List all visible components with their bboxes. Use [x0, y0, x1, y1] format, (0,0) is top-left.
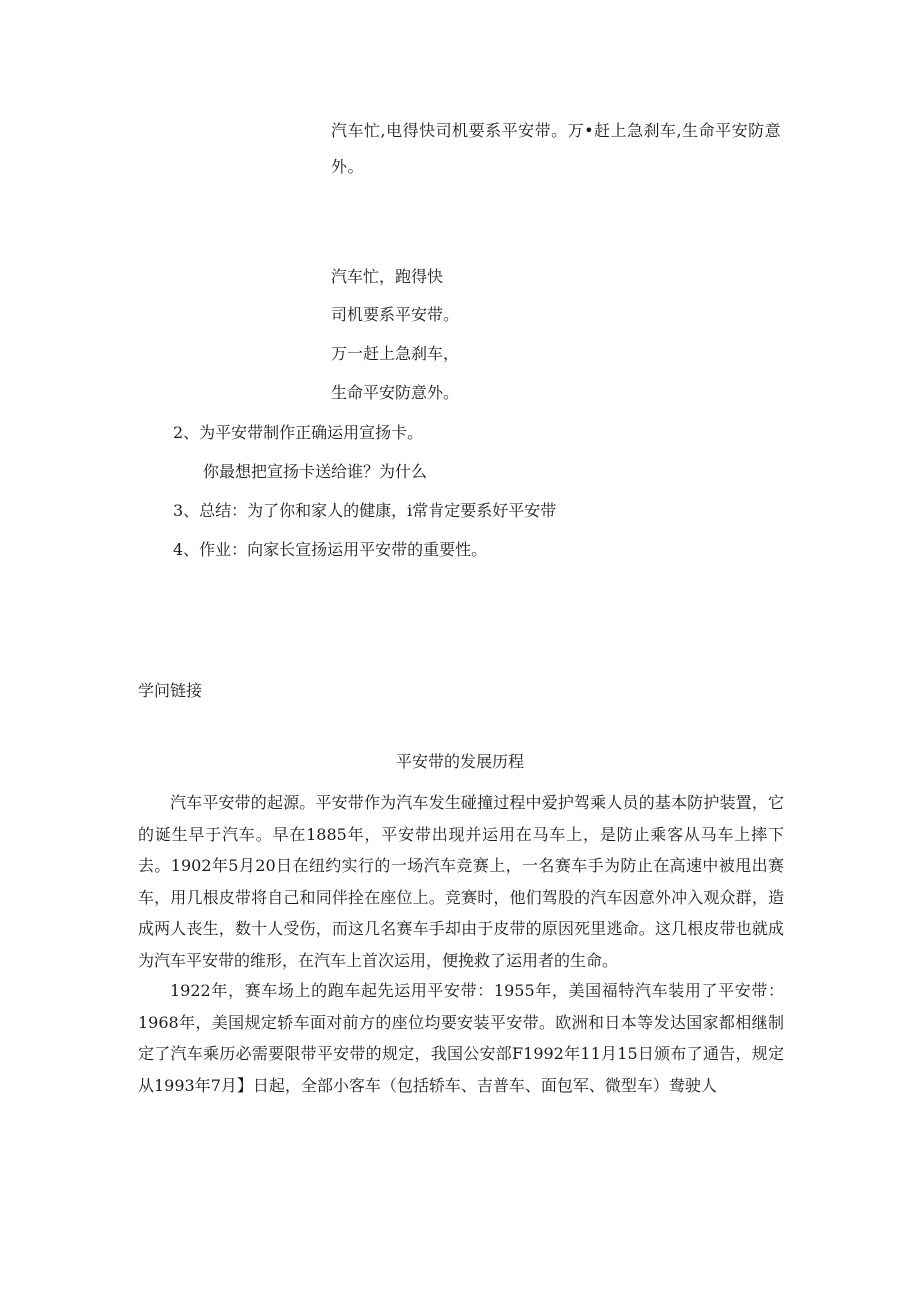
poem-line-3: 万一赶上急刹车， — [331, 344, 460, 363]
poem-line-2: 司机要系平安带。 — [331, 305, 460, 324]
step-4: 4、作业：向家长宣扬运用平安带的重要性。 — [173, 540, 488, 559]
article-paragraph-1: 汽车平安带的起源。平安带作为汽车发生碰撞过程中爱护驾乘人员的基本防护装置，它的诞生早于汽车。早在1885年，平安带出现并运用在马车上，是防止乘客从马车上摔下去。1902年5月20日在纽约实行的一场汽车竞赛上，一名赛车手为防止在高速中被甩出赛车，用几根皮带将自己和同伴拴在座位上。竞赛时，他们驾股的汽车因意外冲入观众群，造成两人丧生，数十人受伤，而这几名赛车手却由于皮带的原因死里逃命。这几根皮带也就成为汽车平安带的维形，在汽车上首次运用，便挽救了运用者的生命。 — [138, 793, 784, 970]
article-title: 平安带的发展历程 — [395, 752, 524, 771]
section-label: 学问链接 — [138, 681, 203, 700]
step-2: 2、为平安带制作正确运用宣扬卡。 — [173, 423, 424, 442]
poem-line-4: 生命平安防意外。 — [331, 383, 460, 402]
poem-prose: 汽车忙,电得快司机要系平安带。万•赶上急刹车,生命平安防意外。 — [331, 121, 782, 176]
step-3: 3、总结：为了你和家人的健康，i常肯定要系好平安带 — [173, 501, 557, 520]
article-paragraph-2: 1922年，赛车场上的跑车起先运用平安带：1955年，美国福特汽车装用了平安带：1968年，美国规定轿车面对前方的座位均要安装平安带。欧洲和日本等发达国家都相继制定了汽车乘历必需要限带平安带的规定，我国公安部F1992年11月15日颁布了通告，规定从1993年7月】日起，全部小客车（包括轿车、吉普车、面包军、微型车）鸯驶人 — [138, 981, 784, 1095]
poem-line-1: 汽车忙，跑得快 — [331, 267, 444, 286]
step-2-question: 你最想把宣扬卡送给谁？为什么 — [203, 462, 428, 481]
